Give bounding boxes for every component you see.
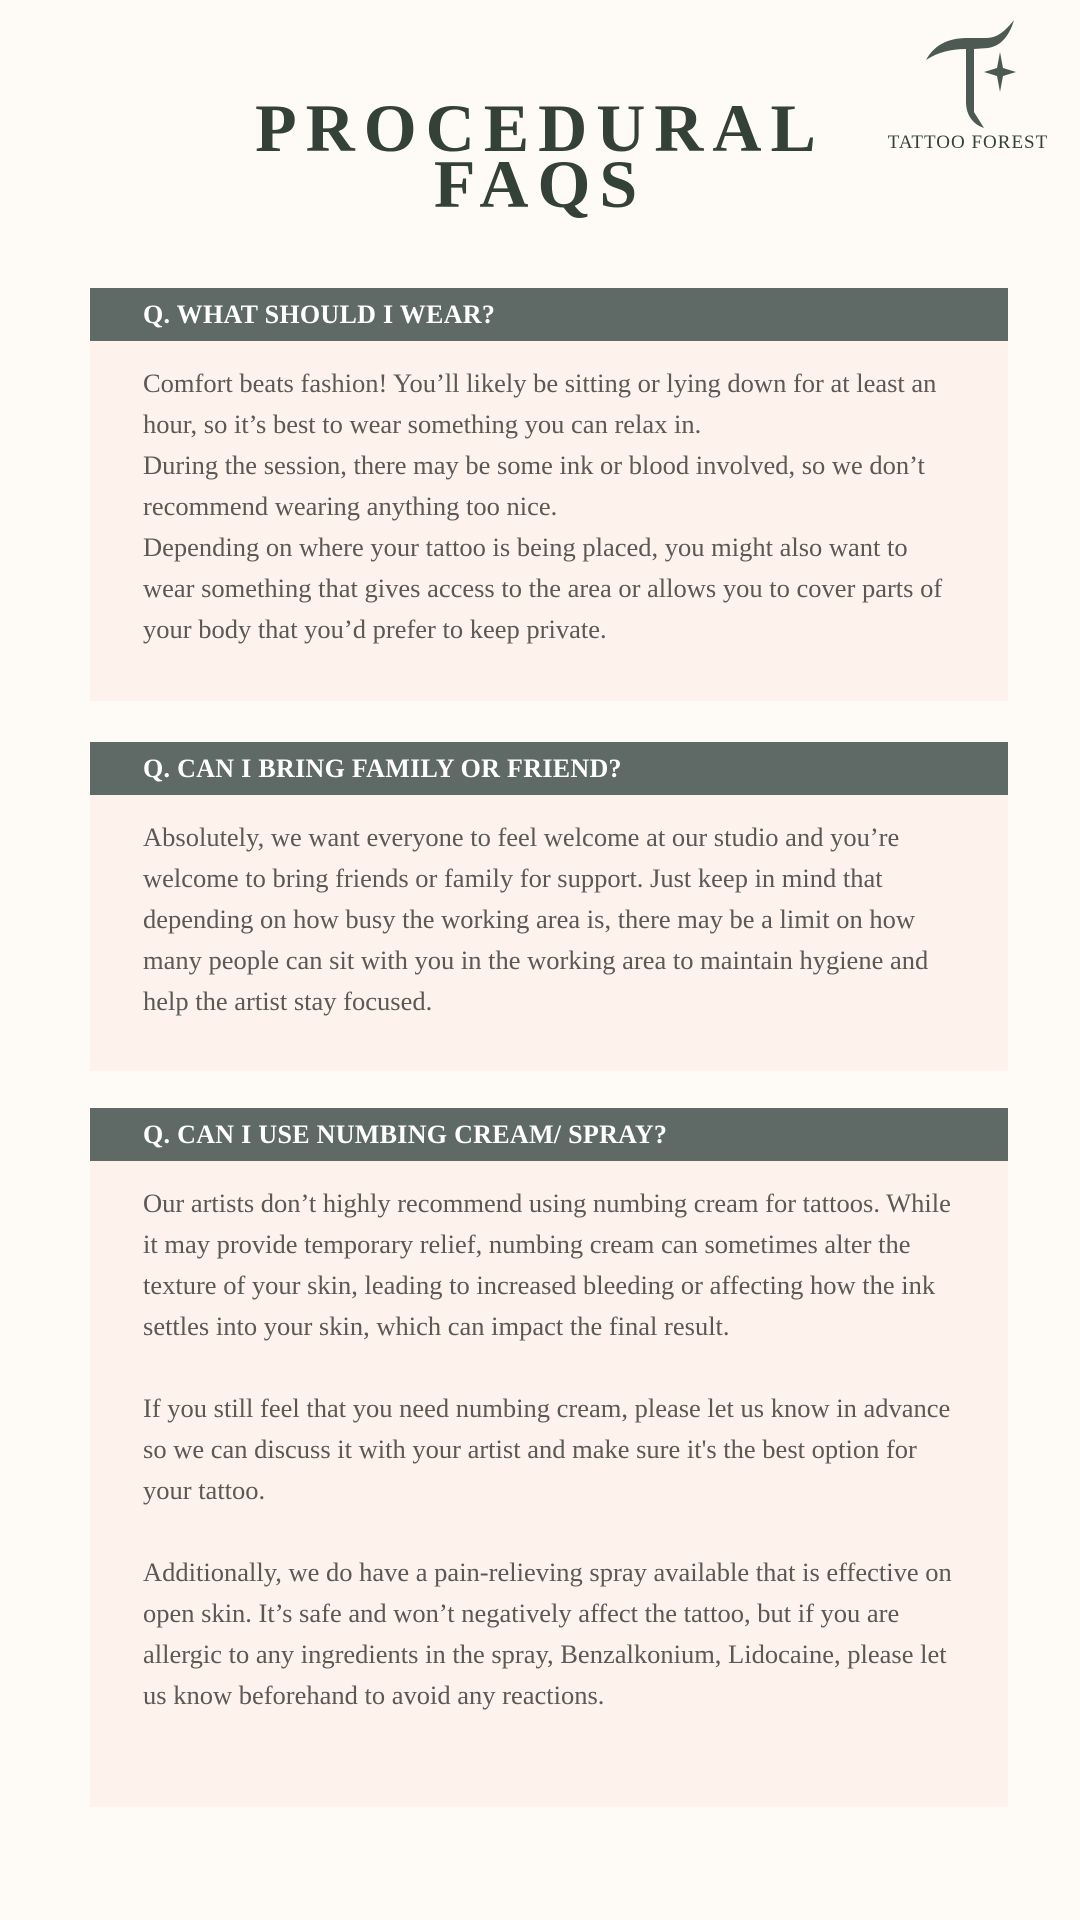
faq-bring-family-or-friend: [90, 742, 1008, 1071]
page-title-line-1: PROCEDURAL: [255, 90, 825, 166]
faq-answer-paragraph: Additionally, we do have a pain-relieving spray available that is effective on open skin. It’s safe and won’t negatively affect the tattoo, but if you are allergic to any ingredients in the spray, Benzalkonium, Lidocaine, please let us know beforehand to avoid any reactions.: [143, 1557, 952, 1710]
faq-question: Q. CAN I BRING FAMILY OR FRIEND?: [90, 742, 1008, 795]
page-title: [200, 90, 880, 222]
faq-question: Q. WHAT SHOULD I WEAR?: [90, 288, 1008, 341]
faq-what-to-wear: [90, 288, 1008, 701]
faq-answer-paragraph: Our artists don’t highly recommend using numbing cream for tattoos. While it may provide temporary relief, numbing cream can sometimes alter the texture of your skin, leading to increased bleeding or affecting how the ink settles into your skin, which can impact the final result.: [143, 1188, 951, 1341]
faq-answer-paragraph: Absolutely, we want everyone to feel welcome at our studio and you’re welcome to bring friends or family for support. Just keep in mind that depending on how busy the working area is, there may be a limit on how many people can sit with you in the working area to maintain hygiene and help the artist stay focused.: [143, 822, 929, 1016]
faq-numbing-cream-spray: [90, 1108, 1008, 1807]
page-title-line-2: FAQS: [433, 146, 647, 222]
faq-answer-paragraph: During the session, there may be some ink or blood involved, so we don’t recommend wearing anything too nice.: [143, 450, 925, 521]
brand-name: TATTOO FOREST: [887, 132, 1049, 153]
faq-answer-paragraph: Depending on where your tattoo is being placed, you might also want to wear something that gives access to the area or allows you to cover parts of your body that you’d prefer to keep private.: [143, 532, 943, 644]
faq-question: Q. CAN I USE NUMBING CREAM/ SPRAY?: [90, 1108, 1008, 1161]
faq-answer: [90, 795, 1008, 1022]
faq-answer-paragraph: If you still feel that you need numbing cream, please let us know in advance so we can discuss it with your artist and make sure it's the best option for your tattoo.: [143, 1393, 951, 1505]
tattoo-forest-logo-icon: [922, 16, 1022, 130]
faq-answer-paragraph: Comfort beats fashion! You’ll likely be sitting or lying down for at least an hour, so it’s best to wear something you can relax in.: [143, 368, 937, 439]
brand-logo: [868, 14, 1068, 164]
faq-answer: [90, 341, 1008, 650]
faq-answer: [90, 1161, 1008, 1716]
